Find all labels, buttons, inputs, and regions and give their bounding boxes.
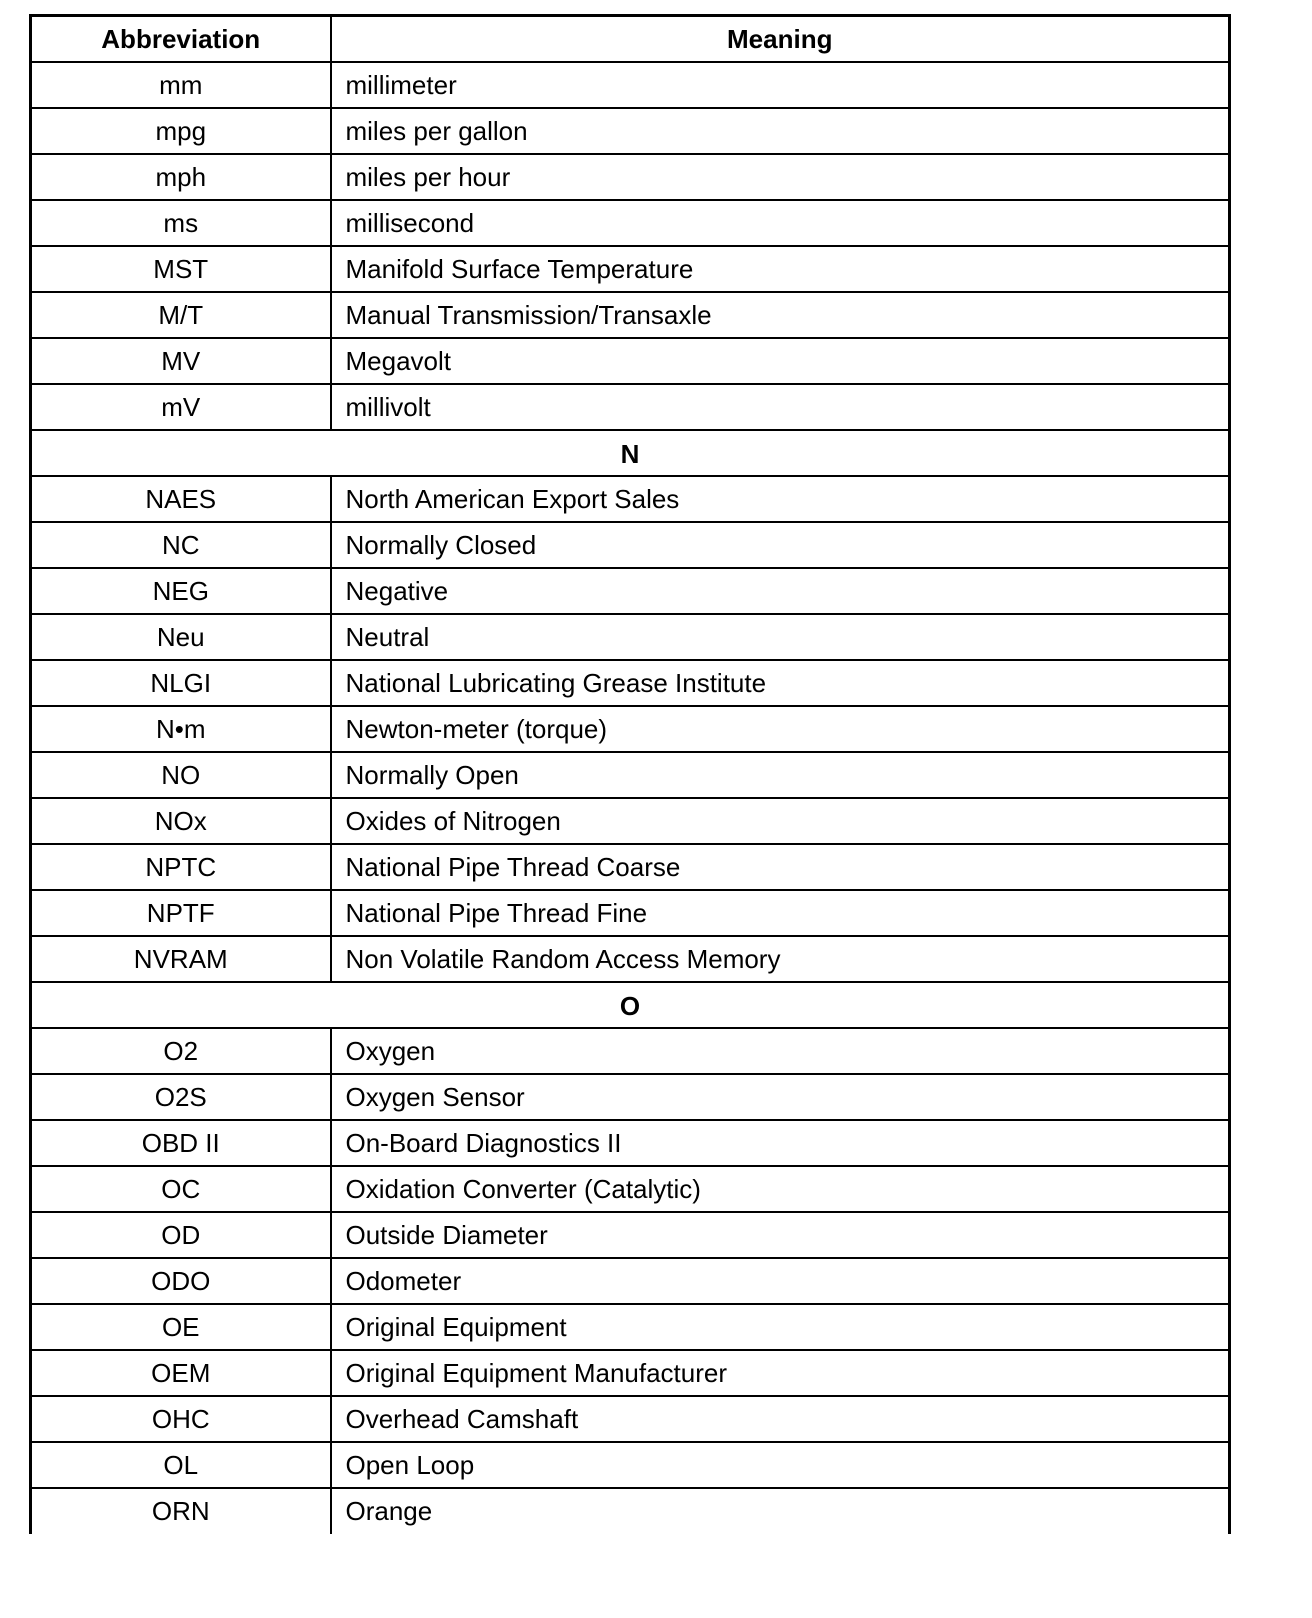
- meaning-cell: millivolt: [331, 384, 1230, 430]
- abbreviation-cell: mm: [31, 62, 331, 108]
- meaning-cell: Manifold Surface Temperature: [331, 246, 1230, 292]
- meaning-cell: miles per hour: [331, 154, 1230, 200]
- abbreviation-cell: NPTC: [31, 844, 331, 890]
- table-row: [31, 1074, 1230, 1120]
- meaning-cell: National Pipe Thread Coarse: [331, 844, 1230, 890]
- abbreviation-cell: OHC: [31, 1396, 331, 1442]
- table-row: [31, 844, 1230, 890]
- meaning-cell: millisecond: [331, 200, 1230, 246]
- table-body: [31, 62, 1230, 1534]
- abbreviation-cell: NC: [31, 522, 331, 568]
- abbreviation-cell: OC: [31, 1166, 331, 1212]
- table-row: [31, 1120, 1230, 1166]
- abbreviation-cell: mV: [31, 384, 331, 430]
- table-row: [31, 614, 1230, 660]
- abbreviation-cell: O2S: [31, 1074, 331, 1120]
- meaning-cell: Oxygen Sensor: [331, 1074, 1230, 1120]
- abbreviation-cell: OBD II: [31, 1120, 331, 1166]
- meaning-cell: Megavolt: [331, 338, 1230, 384]
- table-row: [31, 660, 1230, 706]
- abbreviation-cell: MST: [31, 246, 331, 292]
- meaning-cell: Open Loop: [331, 1442, 1230, 1488]
- table-row: [31, 1350, 1230, 1396]
- abbreviation-cell: NAES: [31, 476, 331, 522]
- meaning-cell: National Lubricating Grease Institute: [331, 660, 1230, 706]
- meaning-cell: Overhead Camshaft: [331, 1396, 1230, 1442]
- abbreviation-cell: NO: [31, 752, 331, 798]
- table-row: [31, 752, 1230, 798]
- table-row: [31, 798, 1230, 844]
- abbreviation-cell: ms: [31, 200, 331, 246]
- abbreviation-cell: OEM: [31, 1350, 331, 1396]
- abbreviation-table: [29, 14, 1231, 1534]
- table-row: [31, 154, 1230, 200]
- abbreviation-cell: OL: [31, 1442, 331, 1488]
- meaning-cell: National Pipe Thread Fine: [331, 890, 1230, 936]
- table-row: [31, 1396, 1230, 1442]
- meaning-cell: Oxidation Converter (Catalytic): [331, 1166, 1230, 1212]
- meaning-cell: Normally Closed: [331, 522, 1230, 568]
- meaning-cell: Oxygen: [331, 1028, 1230, 1074]
- meaning-cell: Non Volatile Random Access Memory: [331, 936, 1230, 982]
- table-header: [31, 16, 1230, 62]
- abbreviation-column-header: Abbreviation: [31, 16, 331, 62]
- table-row: [31, 1442, 1230, 1488]
- abbreviation-cell: OE: [31, 1304, 331, 1350]
- table-row: [31, 62, 1230, 108]
- meaning-cell: Neutral: [331, 614, 1230, 660]
- abbreviation-cell: O2: [31, 1028, 331, 1074]
- meaning-cell: millimeter: [331, 62, 1230, 108]
- table-row: [31, 568, 1230, 614]
- table-row: [31, 522, 1230, 568]
- abbreviation-cell: NPTF: [31, 890, 331, 936]
- table-row: [31, 246, 1230, 292]
- header-row: [31, 16, 1230, 62]
- meaning-cell: On-Board Diagnostics II: [331, 1120, 1230, 1166]
- abbreviation-cell: NVRAM: [31, 936, 331, 982]
- abbreviation-cell: MV: [31, 338, 331, 384]
- table-row: [31, 1212, 1230, 1258]
- table-row: [31, 200, 1230, 246]
- table-row: [31, 384, 1230, 430]
- table-row: [31, 1028, 1230, 1074]
- table-row: [31, 1258, 1230, 1304]
- meaning-column-header: Meaning: [331, 16, 1230, 62]
- abbreviation-cell: NEG: [31, 568, 331, 614]
- meaning-cell: Orange: [345, 1495, 433, 1526]
- table-row: [31, 1488, 1230, 1534]
- section-letter: N: [31, 430, 1230, 476]
- meaning-cell: Negative: [331, 568, 1230, 614]
- table-row: [31, 108, 1230, 154]
- abbreviation-cell: ORN: [31, 1488, 331, 1534]
- table-row: [31, 1166, 1230, 1212]
- table-row: [31, 292, 1230, 338]
- meaning-cell: Original Equipment: [331, 1304, 1230, 1350]
- meaning-cell: Manual Transmission/Transaxle: [331, 292, 1230, 338]
- abbreviation-cell: OD: [31, 1212, 331, 1258]
- abbreviation-cell: ODO: [31, 1258, 331, 1304]
- meaning-cell: Oxides of Nitrogen: [331, 798, 1230, 844]
- abbreviation-cell: N•m: [31, 706, 331, 752]
- abbreviation-cell: Neu: [31, 614, 331, 660]
- abbreviation-cell: M/T: [31, 292, 331, 338]
- meaning-cell: Original Equipment Manufacturer: [331, 1350, 1230, 1396]
- section-header-row: [31, 982, 1230, 1028]
- table-row: [31, 890, 1230, 936]
- table-row: [31, 936, 1230, 982]
- abbreviation-cell: mpg: [31, 108, 331, 154]
- table-row: [31, 706, 1230, 752]
- section-header-row: [31, 430, 1230, 476]
- meaning-cell: miles per gallon: [331, 108, 1230, 154]
- abbreviation-cell: mph: [31, 154, 331, 200]
- meaning-cell: Normally Open: [331, 752, 1230, 798]
- abbreviation-cell: NOx: [31, 798, 331, 844]
- table-row: [31, 338, 1230, 384]
- table-row: [31, 476, 1230, 522]
- section-letter: O: [31, 982, 1230, 1028]
- table-row: [31, 1304, 1230, 1350]
- meaning-cell: North American Export Sales: [331, 476, 1230, 522]
- meaning-cell: Newton-meter (torque): [331, 706, 1230, 752]
- meaning-cell: Outside Diameter: [331, 1212, 1230, 1258]
- abbreviation-cell: NLGI: [31, 660, 331, 706]
- meaning-cell: Odometer: [331, 1258, 1230, 1304]
